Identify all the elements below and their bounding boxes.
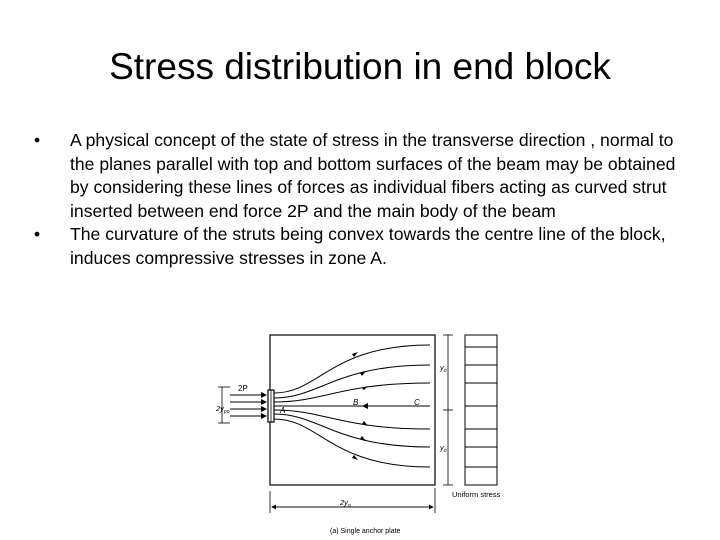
uniform-stress-block: [465, 335, 497, 485]
bullet-list: [34, 129, 694, 271]
point-c-label: C: [414, 398, 420, 407]
length-label: $2y_o$: [340, 498, 351, 509]
plate-depth-label: $2y_{po}$: [216, 404, 230, 415]
end-block-diagram: [200, 325, 530, 540]
bullet-item: [34, 129, 694, 223]
bullet-item: [34, 223, 694, 270]
uniform-stress-label: Uniform stress: [452, 490, 501, 499]
zone-a-label: A: [280, 406, 286, 415]
force-label: 2P: [238, 384, 248, 393]
bullet-marker: •: [34, 224, 41, 245]
yo-bottom-label: $y_o$: [440, 443, 447, 454]
slide-title: Stress distribution in end block: [109, 46, 611, 87]
end-block-outline: [270, 335, 435, 485]
bullet-marker: •: [34, 130, 41, 150]
force-lines: [274, 345, 430, 467]
bullet-text: A physical concept of the state of stress in the transverse direction , normal to the planes parallel with top and bottom surfaces of the beam may be obtained by considering these lines of forces as individual fibers acting as curved strut inserted between end force 2P and the main body of the beam: [70, 130, 676, 221]
figure-caption: (a) Single anchor plate: [330, 528, 401, 535]
bullet-text: The curvature of the struts being convex towards the centre line of the block, induces compressive stresses in zone A.: [70, 224, 666, 268]
applied-force-arrows: [230, 395, 266, 416]
yo-top-label: $y_o$: [440, 363, 447, 374]
end-block-figure: [200, 325, 530, 540]
point-b-label: B: [353, 398, 359, 407]
